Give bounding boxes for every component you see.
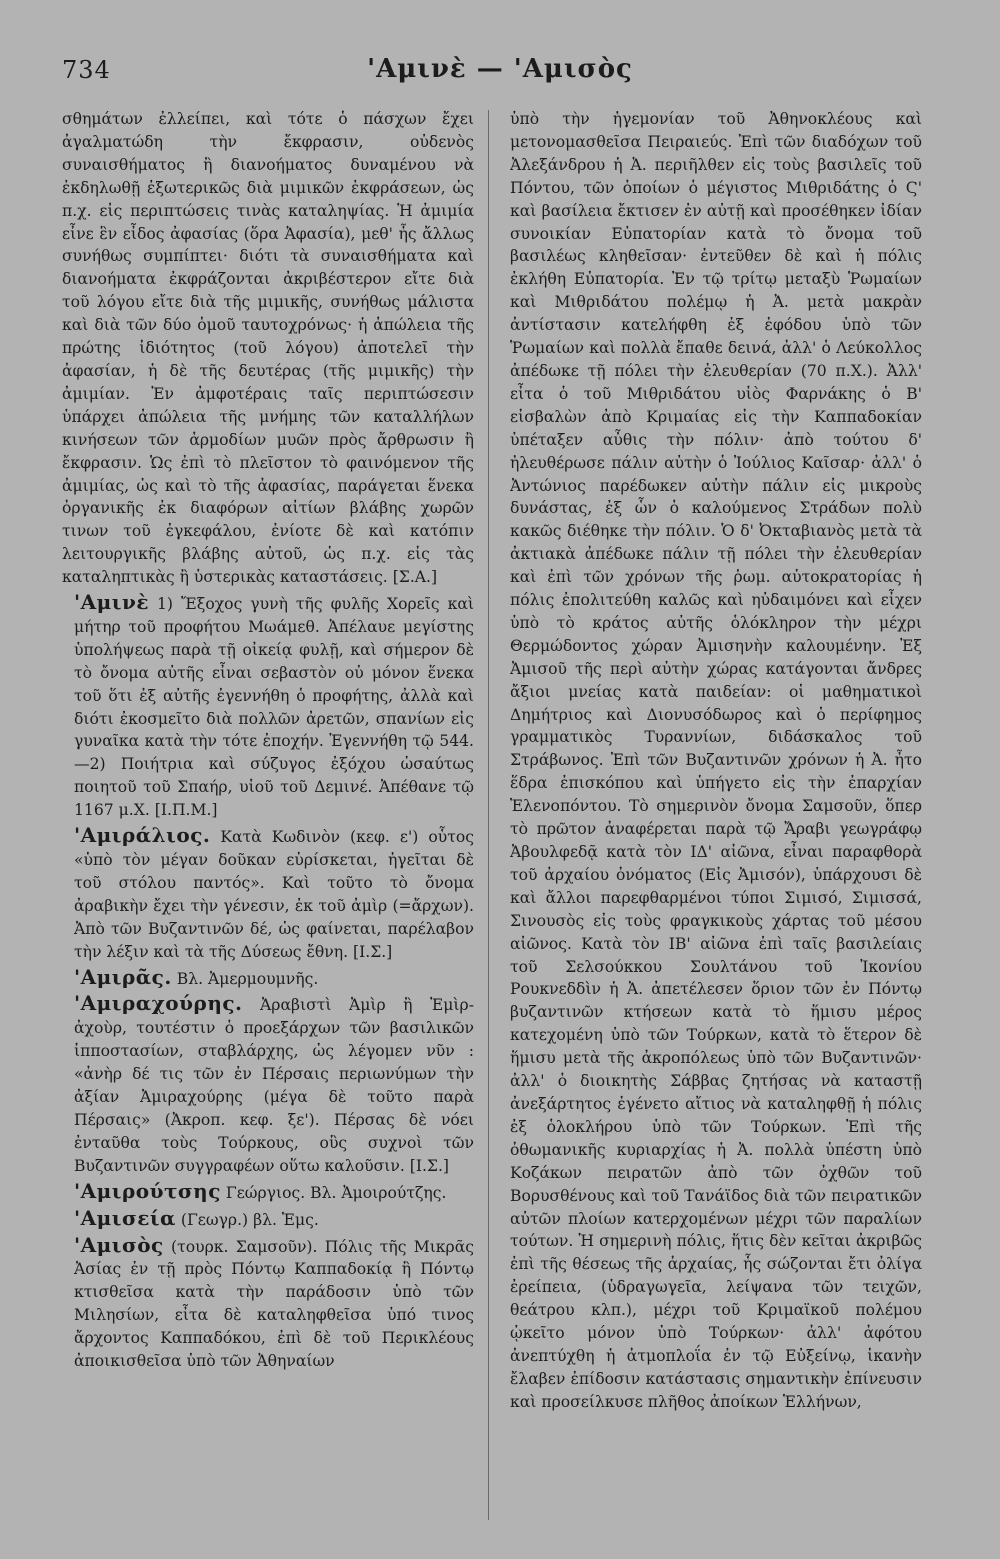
entry-text: (Γεωγρ.) βλ. Ἑμς.	[180, 1210, 319, 1229]
entry-text: Ἀραβιστὶ Ἀμὶρ ἢ Ἐμὶρ-ἀχοὺρ, τουτέστιν ὁ προεξάρχων τῶν βασιλικῶν ἱπποστασίων, σταβλάρχης, ὡς λέγομεν νῦν : «ἀνὴρ δέ τις τῶν ἐν Πέρσαις περιωνύμων τὴν ἀξίαν Ἀμιραχούρης (μέγα δὲ τοῦτο παρὰ Πέρσαις» (Ἀκροπ. κεφ. ξε'). Πέρσας δὲ νόει ἐνταῦθα τοὺς Τούρκους, οὓς συχνοὶ τῶν Βυζαντινῶν συγγραφέων οὕτω καλοῦσιν. [Ι.Σ.]	[74, 996, 474, 1175]
dictionary-entry	[62, 1207, 474, 1232]
dictionary-entry	[62, 1234, 474, 1373]
right-column	[510, 108, 922, 1528]
entry-text: 1) Ἔξοχος γυνὴ τῆς φυλῆς Χορεῖς καὶ μήτηρ τοῦ προφήτου Μωάμεθ. Ἀπέλαυε μεγίστης ὑπολήψεως παρὰ τῇ οἰκείᾳ φυλῇ, καὶ σήμερον δὲ τὸ ὄνομα αὐτῆς εἶναι σεβαστὸν οὐ μόνον ἕνεκα τοῦ ὅτι ἐξ αὐτῆς ἐγεννήθη ὁ προφήτης, ἀλλὰ καὶ διότι ἐκοσμεῖτο διὰ πολλῶν ἀρετῶν, σπανίων εἰς γυναῖκα κατὰ τὴν τότε ἐποχήν. Ἐγεννήθη τῷ 544.—2) Ποιήτρια καὶ σύζυγος ἐξόχου ὡσαύτως ποιητοῦ τοῦ Σπαήρ, υἱοῦ τοῦ Δεμινέ. Ἀπέθανε τῷ 1167 μ.Χ. [Ι.Π.Μ.]	[74, 595, 474, 820]
entry-headword: 'Αμισεία	[74, 1205, 176, 1230]
running-head: 'Αμινὲ — 'Αμισὸς	[367, 54, 633, 84]
entry-headword: 'Αμινὲ	[74, 590, 149, 615]
entry-headword: 'Αμιραχούρης.	[74, 991, 243, 1016]
entry-text: (τουρκ. Σαμσοῦν). Πόλις τῆς Μικρᾶς Ἀσίας ἐν τῇ πρὸς Πόντῳ Καππαδοκίᾳ ἢ Πόντῳ κτισθεῖσα κατὰ τὴν παράδοσιν ὑπὸ τῶν Μιλησίων, εἶτα δὲ καταληφθεῖσα ὑπό τινος ἄρχοντος Καππαδόκου, ἐπὶ δὲ τοῦ Περικλέους ἀποικισθεῖσα ὑπὸ τῶν Ἀθηναίων	[74, 1237, 474, 1371]
page-number: 734	[62, 56, 111, 84]
dictionary-entry	[62, 591, 474, 822]
entry-headword: 'Αμιρούτσης	[74, 1178, 221, 1203]
entry-text: Γεώργιος. Βλ. Ἀμοιρούτζης.	[225, 1183, 447, 1202]
entry-text: Βλ. Ἀμερμουμνῆς.	[176, 969, 319, 988]
dictionary-entry	[62, 966, 474, 991]
right-column-text: ὑπὸ τὴν ἡγεμονίαν τοῦ Ἀθηνοκλέους καὶ μετονομασθεῖσα Πειραιεύς. Ἐπὶ τῶν διαδόχων τοῦ Ἀλεξάνδρου ἡ Ἀ. περιῆλθεν εἰς τοὺς βασιλεῖς τοῦ Πόντου, τῶν ὁποίων ὁ μέγιστος Μιθριδάτης ὁ Ϛ' καὶ βασίλεια ἔκτισεν ἐν αὐτῇ καὶ προσέθηκεν ἰδίαν συνοικίαν Εὐπατορίαν κατὰ τὸ ὄνομα τοῦ βασιλέως κληθεῖσαν· ἐντεῦθεν δὲ καὶ ἡ πόλις ἐκλήθη Εὐπατορία. Ἐν τῷ τρίτῳ μεταξὺ Ῥωμαίων καὶ Μιθριδάτου πολέμῳ ἡ Ἀ. μετὰ μακρὰν ἀντίστασιν κατελήφθη ἐξ ἐφόδου ὑπὸ τῶν Ῥωμαίων καὶ πολλὰ ἔπαθε δεινά, ἀλλ' ὁ Λεύκολλος ἀπέδωκε τῇ πόλει τὴν ἐλευθερίαν (70 π.Χ.). Ἀλλ' εἶτα ὁ τοῦ Μιθριδάτου υἱὸς Φαρνάκης ὁ Β' εἰσβαλὼν ἀπὸ Κριμαίας εἰς τὴν Καππαδοκίαν ὑπέταξεν αὖθις τὴν πόλιν· ἀπὸ τούτου δ' ἠλευθέρωσε πάλιν αὐτὴν ὁ Ἰούλιος Καῖσαρ· ἀλλ' ὁ Ἀντώνιος παρέδωκεν αὐτὴν πάλιν εἰς μικροὺς δυνάστας, ἐξ ὧν ὁ καλούμενος Στράδων πολὺ κακῶς διέθηκε τὴν πόλιν. Ὁ δ' Ὀκταβιανὸς μετὰ τὰ ἀκτιακὰ ἀπέδωκε πάλιν τῇ πόλει τὴν ἐλευθερίαν καὶ ἐπὶ τῶν χρόνων τῆς ῥωμ. αὐτοκρατορίας ἡ πόλις ἐπολιτεύθη καλῶς καὶ ηὐδαιμόνει καὶ εἶχεν ὑπὸ τὸ κράτος αὐτῆς ὁλόκληρον τὴν μέχρι Θερμώδοντος χώραν Ἀμισηνὴν καλουμένην. Ἐξ Ἀμισοῦ τῆς περὶ αὐτὴν χώρας κατάγονται ἄνδρες ἄξιοι μνείας κατὰ παιδείαν: οἱ μαθηματικοὶ Δημήτριος καὶ Διονυσόδωρος καὶ ὁ περίφημος γραμματικὸς Τυραννίων, διδάσκαλος τοῦ Στράβωνος. Ἐπὶ τῶν Βυζαντινῶν χρόνων ἡ Ἀ. ἦτο ἕδρα ἐπισκόπου καὶ ὑπήγετο εἰς τὴν ἐπαρχίαν Ἑλενοπόντου. Τὸ σημερινὸν ὄνομα Σαμσοῦν, ὅπερ τὸ πρῶτον ἀναφέρεται παρὰ τῷ Ἄραβι γεωγράφῳ Ἀβουλφεδᾷ κατὰ τὸν ΙΔ' αἰῶνα, εἶναι παραφθορὰ τοῦ ἀρχαίου ὀνόματος (Εἰς Ἀμισόν), ὑπάρχουσι δὲ καὶ ἄλλοι παρεφθαρμένοι τύποι Σιμισό, Σιμισσά, Σινουσὸς εἰς τοὺς φραγκικοὺς χάρτας τοῦ μέσου αἰῶνος. Κατὰ τὸν ΙΒ' αἰῶνα ἐπὶ ταῖς βασιλείαις τοῦ Σελσούκκου Σουλτάνου τοῦ Ἰκονίου Ρουκνεδδὶν ἡ Ἀ. ἀπετέλεσεν ὅριον τῶν ἐν Πόντῳ βυζαντινῶν κτήσεων κατὰ τὸ ἥμισυ μέρος κατεχομένη ὑπὸ τῶν Τούρκων, κατὰ τὸ ἕτερον δὲ ἥμισυ μετὰ τῆς ἀκροπόλεως ὑπὸ τῶν Βυζαντινῶν· ἀλλ' ὁ διοικητὴς Σάββας ζητήσας νὰ καταστῇ ἀνεξάρτητος ἐγένετο αἴτιος νὰ καταληφθῇ ἡ πόλις ἐξ ὁλοκλήρου ὑπὸ τῶν Τούρκων. Ἐπὶ τῆς ὀθωμανικῆς κυριαρχίας ἡ Ἀ. πολλὰ ὑπέστη ὑπὸ Κοζάκων πειρατῶν ἀπὸ τῶν ὀχθῶν τοῦ Βορυσθένους καὶ τοῦ Τανάϊδος διὰ τῶν πειρατικῶν αὐτῶν πλοίων κατερχομένων μέχρι τῶν παραλίων τούτων. Ἡ σημερινὴ πόλις, ἥτις δὲν κεῖται ἀκριβῶς ἐπὶ τῆς θέσεως τῆς ἀρχαίας, ἧς σώζονται ἔτι ὀλίγα ἐρείπεια, (ὑδραγωγεῖα, λείψανα τῶν τειχῶν, θεάτρου κλπ.), μέχρι τοῦ Κριμαϊκοῦ πολέμου ᾠκεῖτο μόνον ὑπὸ Τούρκων· ἀλλ' ἀφότου ἀνεπτύχθη ἡ ἀτμοπλοΐα ἐν τῷ Εὐξείνῳ, ἱκανὴν ἔλαβεν ἐπίδοσιν κατάστασις σημαντικὴν ἐπίνευσιν καὶ προσείλκυσε πλῆθος ἀποίκων Ἑλλήνων,	[510, 110, 922, 1411]
page-header	[0, 52, 1000, 92]
entry-headword: 'Αμιρᾶς.	[74, 964, 172, 989]
entry-headword: 'Αμιράλιος.	[74, 823, 211, 848]
left-column	[62, 108, 474, 1528]
column-divider	[488, 110, 489, 1520]
dictionary-entry	[62, 1180, 474, 1205]
dictionary-entry	[62, 824, 474, 963]
continuation-text: σθημάτων ἐλλείπει, καὶ τότε ὁ πάσχων ἔχει ἀγαλματώδη τὴν ἔκφρασιν, οὐδενὸς συναισθήματος ἢ διανοήματος δυναμένου νὰ ἐκδηλωθῇ ἐξωτερικῶς διὰ μιμικῶν ἐκφράσεων, ὡς π.χ. εἰς περιπτώσεις τινὰς καταληψίας. Ἡ ἀμιμία εἶνε ἓν εἶδος ἀφασίας (ὅρα Ἀφασία), μεθ' ἧς ἄλλως συνήθως συμπίπτει· διότι τὰ συναισθήματα καὶ διανοήματα ἐκφράζονται ἀκριβέστερον εἴτε διὰ τοῦ λόγου εἴτε διὰ τῆς μιμικῆς, συνήθως μάλιστα καὶ διὰ τῶν δύο ὁμοῦ ταυτοχρόνως· ἡ ἀπώλεια τῆς πρώτης ἰδιότητος (τοῦ λόγου) ἀποτελεῖ τὴν ἀφασίαν, ἡ δὲ τῆς δευτέρας (τῆς μιμικῆς) τὴν ἀμιμίαν. Ἐν ἀμφοτέραις ταῖς περιπτώσεσιν ὑπάρχει ἀπώλεια τῆς μνήμης τῶν καταλλήλων κινήσεων τῶν ἁρμοδίων μυῶν πρὸς ἄρθρωσιν ἢ ἔκφρασιν. Ὡς ἐπὶ τὸ πλεῖστον τὸ φαινόμενον τῆς ἀμιμίας, ὡς καὶ τὸ τῆς ἀφασίας, παράγεται ἕνεκα ὀργανικῆς ἐκ διαφόρων αἰτίων βλάβης χωρῶν τινων τοῦ ἐγκεφάλου, ἐνίοτε δὲ καὶ κατόπιν λειτουργικῆς βλάβης αὐτοῦ, ὡς π.χ. εἰς τὰς καταληπτικὰς ἢ ὑστερικὰς καταστάσεις. [Σ.Α.]	[62, 110, 474, 587]
entry-headword: 'Αμισὸς	[74, 1232, 164, 1257]
dictionary-entry	[62, 992, 474, 1177]
entry-text: Κατὰ Κωδινὸν (κεφ. ε') οὗτος «ὑπὸ τὸν μέγαν δοῦκαν εὑρίσκεται, ἡγεῖται δὲ τοῦ στόλου παντός». Καὶ τοῦτο τὸ ὄνομα ἀραβικὴν ἔχει τὴν γένεσιν, ἐκ τοῦ ἀμὶρ (=ἄρχων). Ἀπὸ τῶν Βυζαντινῶν δέ, ὡς φαίνεται, παρέλαβον τὴν λέξιν καὶ τὰ τῆς Δύσεως ἔθνη. [Ι.Σ.]	[74, 828, 474, 961]
